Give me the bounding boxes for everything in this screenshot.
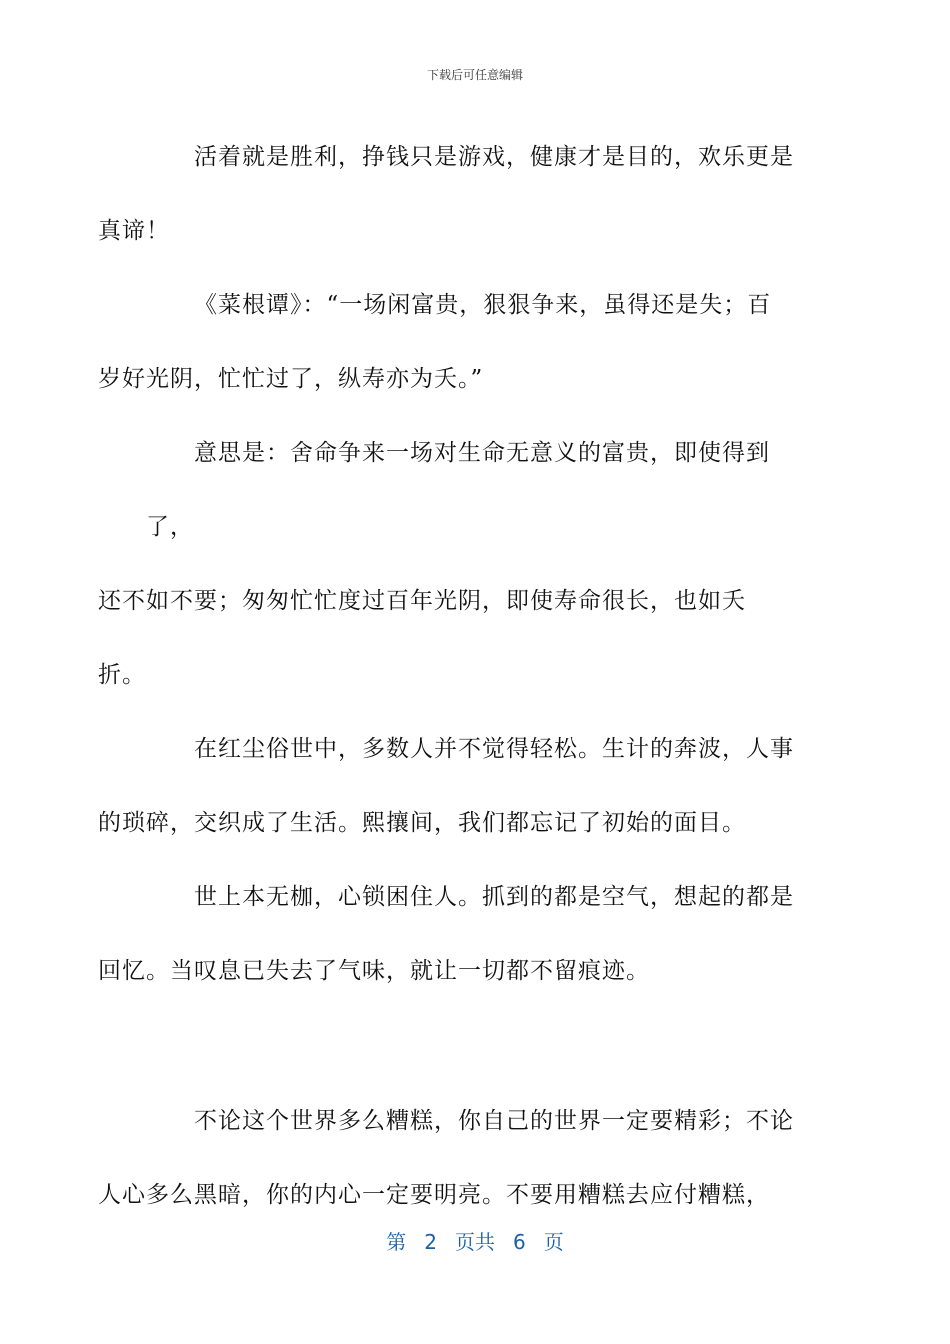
paragraph-line: 《菜根谭》：“一场闲富贵，狠狠争来，虽得还是失；百 <box>194 292 772 318</box>
paragraph-line: 回忆。当叹息已失去了气味，就让一切都不留痕迹。 <box>98 958 650 984</box>
footer-label-of: 页共 <box>455 1230 495 1254</box>
paragraph-4 <box>98 712 806 860</box>
paragraph-line: 的琐碎，交织成了生活。熙攘间，我们都忘记了初始的面目。 <box>98 810 746 836</box>
page-footer <box>0 1226 950 1255</box>
paragraph-line: 人心多么黑暗，你的内心一定要明亮。不要用糟糕去应付糟糕， <box>98 1182 770 1208</box>
footer-label-page: 第 <box>386 1230 407 1254</box>
paragraph-line: 岁好光阴，忙忙过了，纵寿亦为夭。” <box>98 366 484 392</box>
paragraph-1 <box>98 120 806 268</box>
paragraph-gap <box>146 1008 806 1084</box>
paragraph-3 <box>98 416 806 712</box>
page-header: 下载后可任意编辑 <box>426 68 523 82</box>
paragraph-line: 活着就是胜利，挣钱只是游戏，健康才是目的，欢乐更是 <box>194 144 794 170</box>
paragraph-6 <box>98 1084 806 1232</box>
paragraph-line: 世上本无枷，心锁困住人。抓到的都是空气，想起的都是 <box>194 884 794 910</box>
paragraph-line: 还不如不要；匆匆忙忙度过百年光阴，即使寿命很长，也如夭 <box>98 588 746 614</box>
footer-label-end: 页 <box>543 1230 564 1254</box>
paragraph-line: 在红尘俗世中，多数人并不觉得轻松。生计的奔波，人事 <box>194 736 794 762</box>
paragraph-line: 折。 <box>98 662 146 688</box>
footer-total-pages: 6 <box>513 1230 526 1254</box>
paragraph-2 <box>98 268 806 416</box>
paragraph-line: 意思是：舍命争来一场对生命无意义的富贵，即使得到了， <box>146 440 770 540</box>
document-body <box>98 120 806 1232</box>
paragraph-line: 真谛！ <box>98 218 170 244</box>
paragraph-line: 不论这个世界多么糟糕，你自己的世界一定要精彩；不论 <box>194 1108 794 1134</box>
paragraph-5 <box>98 860 806 1008</box>
footer-current-page: 2 <box>424 1230 437 1254</box>
